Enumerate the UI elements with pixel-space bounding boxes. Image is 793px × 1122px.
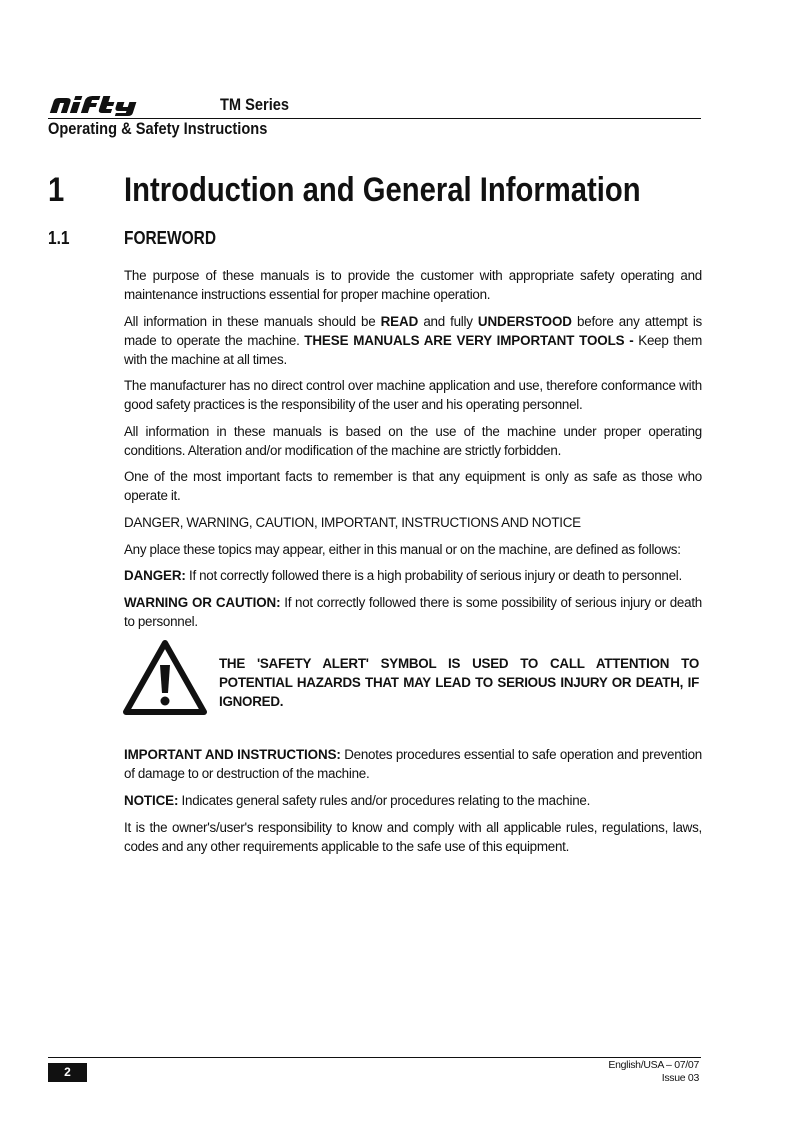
footer-language-date: English/USA – 07/07: [608, 1059, 699, 1071]
paragraph-topics: DANGER, WARNING, CAUTION, IMPORTANT, INSTRUCTIONS AND NOTICE: [124, 514, 581, 530]
paragraph-purpose: The purpose of these manuals is to provide the customer with appropriate safety operating and maintenance instructions essential for proper machine operation.: [124, 268, 702, 302]
foreword-body: [124, 266, 702, 863]
footer-issue: Issue 03: [661, 1072, 699, 1084]
safety-alert-block: [124, 638, 702, 736]
danger-label: DANGER:: [124, 568, 186, 584]
section-title: FOREWORD: [124, 228, 217, 248]
section-number: 1.1: [48, 228, 70, 248]
paragraph-manufacturer: The manufacturer has no direct control over machine application and use, therefore conformance with good safety practices is the responsibility of the user and his operating personnel.: [124, 378, 702, 413]
chapter-number: 1: [48, 171, 65, 209]
footer-issue-info: [608, 1059, 699, 1085]
paragraph-safety-facts: One of the most important facts to remember is that any equipment is only as safe as those who operate it.: [124, 469, 702, 504]
document-subtitle: Operating & Safety Instructions: [48, 119, 268, 138]
paragraph-operating-conditions: All information in these manuals is based on the use of the machine under proper operating conditions. Alteration and/or modification of the machine are strictly forbidden.: [124, 423, 702, 458]
nifty-logo: [48, 94, 170, 116]
important-label: IMPORTANT AND INSTRUCTIONS:: [124, 747, 341, 763]
paragraph-notice: NOTICE: Indicates general safety rules and/or procedures relating to the machine.: [124, 792, 591, 808]
paragraph-danger: DANGER: If not correctly followed there is a high probability of serious injury or death to personnel.: [124, 568, 682, 584]
brand-header: [48, 94, 708, 116]
footer-divider: [48, 1057, 701, 1058]
paragraph-read-understood: All information in these manuals should be READ and fully UNDERSTOOD before any attempt is made to operate the machine. THESE MANUALS ARE VERY IMPORTANT TOOLS - Keep them with the machine at all times.: [124, 313, 702, 367]
paragraph-important: IMPORTANT AND INSTRUCTIONS: Denotes procedures essential to safe operation and prevention of damage to or destruction of the machine.: [124, 747, 702, 782]
chapter-title: Introduction and General Information: [124, 171, 641, 209]
warning-triangle-icon: [122, 639, 208, 716]
safety-alert-text: THE 'SAFETY ALERT' SYMBOL IS USED TO CALL ATTENTION TO POTENTIAL HAZARDS THAT MAY LEAD TO SERIOUS INJURY OR DEATH, IF IGNORED.: [219, 656, 699, 710]
paragraph-definitions-intro: Any place these topics may appear, either in this manual or on the machine, are defined as follows:: [124, 541, 681, 557]
notice-label: NOTICE:: [124, 792, 179, 808]
paragraph-warning: WARNING OR CAUTION: If not correctly followed there is some possibility of serious injury or death to personnel.: [124, 594, 702, 629]
series-title: TM Series: [220, 95, 290, 114]
warning-label: WARNING OR CAUTION:: [124, 594, 281, 610]
page-number: 2: [48, 1063, 87, 1082]
paragraph-owner-responsibility: It is the owner's/user's responsibility to know and comply with all applicable rules, regulations, laws, codes and any other requirements applicable to the safe use of this equipment.: [124, 819, 702, 854]
